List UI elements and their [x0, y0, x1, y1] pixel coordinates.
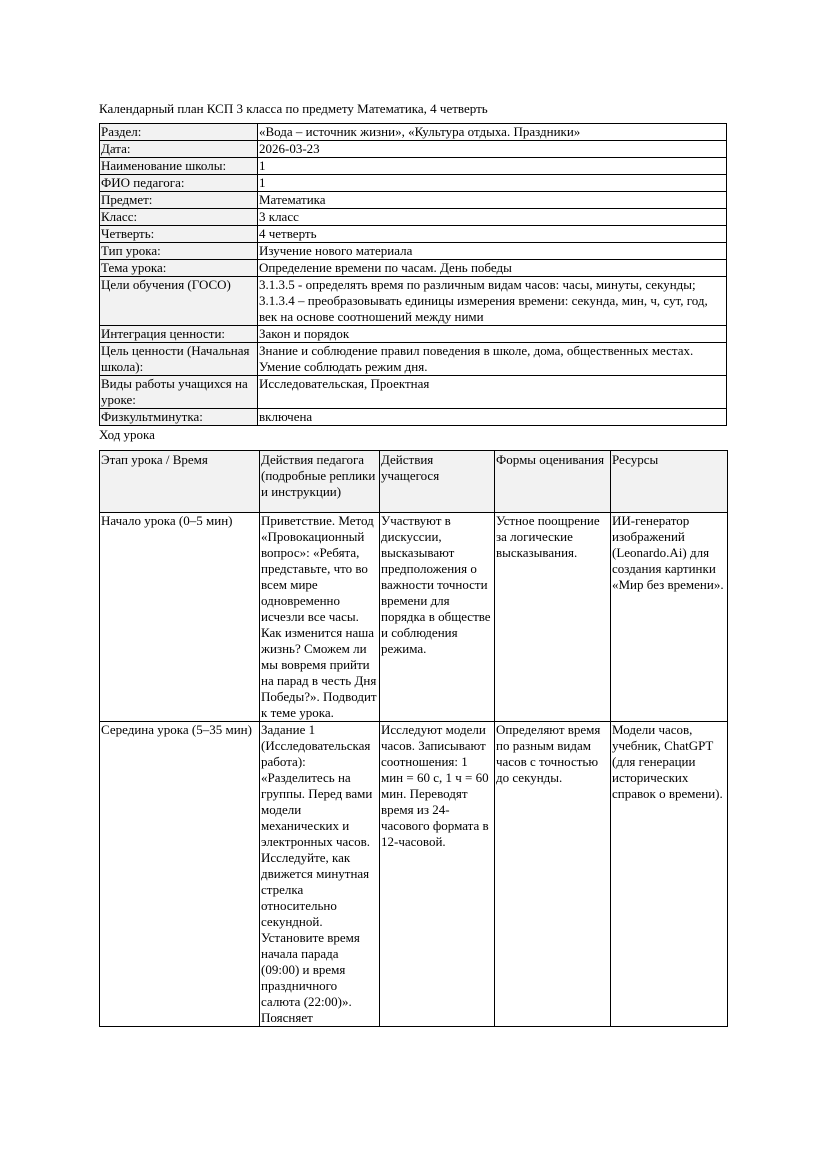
header-teacher-actions: Действия педагога (подробные реплики и инструкции) — [260, 451, 380, 513]
cell-resources: ИИ-генератор изображений (Leonardo.Ai) для создания картинки «Мир без времени». — [611, 513, 728, 722]
info-value: 4 четверть — [258, 226, 727, 243]
info-value: включена — [258, 409, 727, 426]
info-value: 1 — [258, 158, 727, 175]
info-value: 3 класс — [258, 209, 727, 226]
info-label: Цели обучения (ГОСО) — [100, 277, 258, 326]
cell-assessment: Устное поощрение за логические высказывания. — [495, 513, 611, 722]
info-value: 1 — [258, 175, 727, 192]
info-row — [100, 409, 727, 426]
info-row — [100, 326, 727, 343]
lesson-row — [100, 513, 728, 722]
info-value: Исследовательская, Проектная — [258, 376, 727, 409]
document-title: Календарный план КСП 3 класса по предмету Математика, 4 четверть — [99, 101, 488, 116]
lesson-progress-table — [99, 450, 728, 1027]
info-row — [100, 158, 727, 175]
info-label: Физкультминутка: — [100, 409, 258, 426]
info-label: Предмет: — [100, 192, 258, 209]
info-label: Виды работы учащихся на уроке: — [100, 376, 258, 409]
cell-teacher-actions: Приветствие. Метод «Провокационный вопрос»: «Ребята, представьте, что во всем мире одновременно исчезли все часы. Как изменится наша жизнь? Сможем ли мы вовремя прийти на парад в честь Дня Победы?». Подводит к теме урока. — [260, 513, 380, 722]
info-row — [100, 124, 727, 141]
info-row — [100, 343, 727, 376]
document-page — [99, 100, 727, 1027]
info-label: Наименование школы: — [100, 158, 258, 175]
info-value: Математика — [258, 192, 727, 209]
cell-student-actions: Участвуют в дискуссии, высказывают предположения о важности точности времени для порядка в обществе и соблюдения режима. — [380, 513, 495, 722]
info-value: Определение времени по часам. День победы — [258, 260, 727, 277]
info-value: «Вода – источник жизни», «Культура отдыха. Праздники» — [258, 124, 727, 141]
info-label: Цель ценности (Начальная школа): — [100, 343, 258, 376]
info-value: Знание и соблюдение правил поведения в школе, дома, общественных местах. Умение соблюдать режим дня. — [258, 343, 727, 376]
info-label: ФИО педагога: — [100, 175, 258, 192]
cell-stage: Начало урока (0–5 мин) — [100, 513, 260, 722]
info-label: Четверть: — [100, 226, 258, 243]
info-label: Раздел: — [100, 124, 258, 141]
cell-assessment: Определяют время по разным видам часов с точностью до секунды. — [495, 722, 611, 1027]
info-value: 2026-03-23 — [258, 141, 727, 158]
info-label: Класс: — [100, 209, 258, 226]
info-label: Тема урока: — [100, 260, 258, 277]
info-row — [100, 192, 727, 209]
cell-teacher-actions: Задание 1 (Исследовательская работа): «Разделитесь на группы. Перед вами модели механических и электронных часов. Исследуйте, как движется минутная стрелка относительно секундной. Установите время начала парада (09:00) и время праздничного салюта (22:00)». Поясняет — [260, 722, 380, 1027]
info-row — [100, 243, 727, 260]
info-value: Изучение нового материала — [258, 243, 727, 260]
header-assessment: Формы оценивания — [495, 451, 611, 513]
info-label: Тип урока: — [100, 243, 258, 260]
header-resources: Ресурсы — [611, 451, 728, 513]
info-row — [100, 175, 727, 192]
header-stage: Этап урока / Время — [100, 451, 260, 513]
info-row — [100, 376, 727, 409]
info-label: Дата: — [100, 141, 258, 158]
info-row — [100, 141, 727, 158]
lesson-row — [100, 722, 728, 1027]
info-value: 3.1.3.5 - определять время по различным видам часов: часы, минуты, секунды; 3.1.3.4 – преобразовывать единицы измерения времени: секунда, мин, ч, сут, год, век на основе соотношений между ними — [258, 277, 727, 326]
info-label: Интеграция ценности: — [100, 326, 258, 343]
cell-student-actions: Исследуют модели часов. Записывают соотношения: 1 мин = 60 с, 1 ч = 60 мин. Переводят время из 24-часового формата в 12-часовой. — [380, 722, 495, 1027]
info-value: Закон и порядок — [258, 326, 727, 343]
info-row — [100, 226, 727, 243]
lesson-table-header-row — [100, 451, 728, 513]
cell-stage: Середина урока (5–35 мин) — [100, 722, 260, 1027]
info-row — [100, 209, 727, 226]
info-row — [100, 260, 727, 277]
lesson-progress-title: Ход урока — [99, 427, 155, 442]
info-row — [100, 277, 727, 326]
lesson-info-table — [99, 123, 727, 426]
header-student-actions: Действия учащегося — [380, 451, 495, 513]
cell-resources: Модели часов, учебник, ChatGPT (для генерации исторических справок о времени). — [611, 722, 728, 1027]
